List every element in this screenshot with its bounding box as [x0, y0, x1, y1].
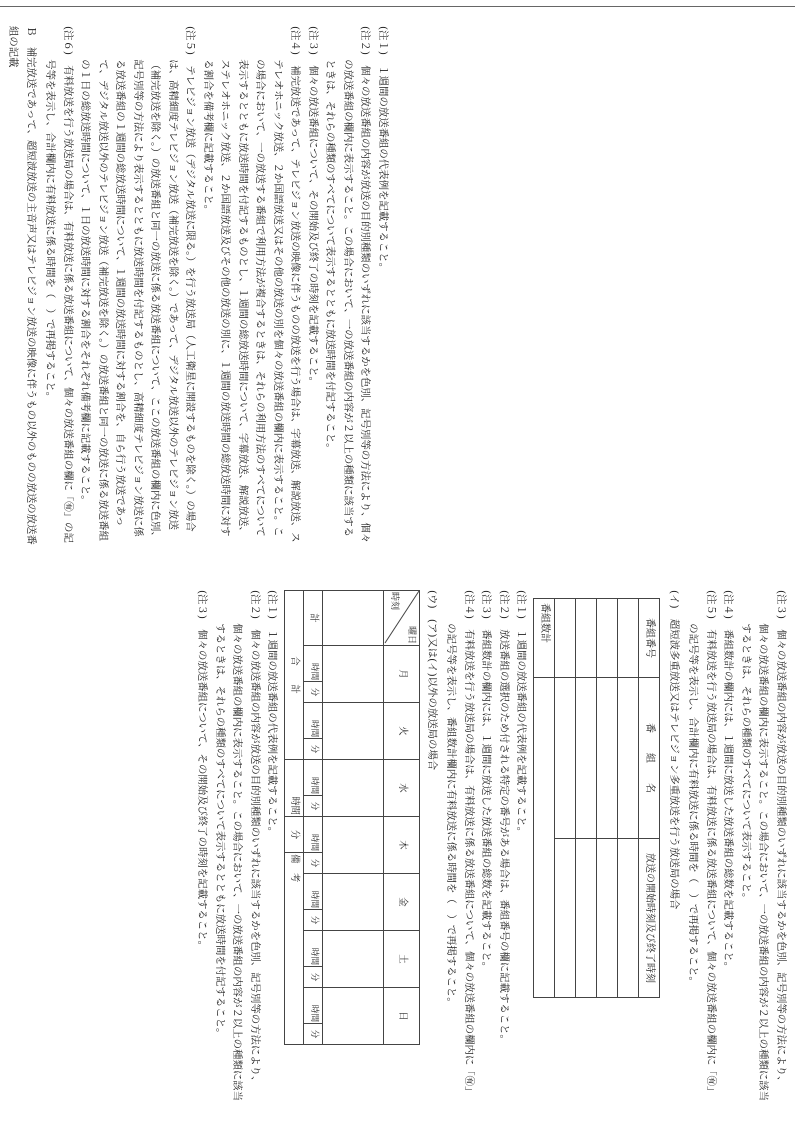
note-label: (注３)	[196, 590, 209, 619]
note-item	[495, 590, 513, 1105]
table-cell	[618, 839, 639, 998]
note-label: (注２)	[498, 590, 510, 619]
note-label: (注３)	[307, 26, 319, 55]
note-item	[199, 26, 304, 546]
total-min-unit: 分	[304, 796, 323, 817]
day-header-sun: 日	[384, 987, 420, 1044]
table-row	[618, 599, 639, 998]
day-header-mon: 月	[384, 646, 420, 703]
remarks-label: 備 考	[285, 853, 304, 1045]
schedule-cell	[323, 646, 384, 703]
note-item	[304, 26, 322, 546]
note-item	[263, 590, 281, 1105]
note-text: 個々の放送番組について、その開始及び終了の時刻を記載すること。	[196, 629, 209, 951]
note-text: １週間の放送番組の代表例を記載すること。	[266, 629, 279, 838]
total-min-unit: 分	[304, 682, 323, 703]
corner-time-label: 時刻	[389, 592, 399, 611]
grand-total-label: 合 計	[285, 591, 304, 760]
note-text: 有料放送を行う放送局の場合は、有料放送に係る放送番組について、個々の放送番組の欄内に「㊒」の記号等を表示し、番組数計欄内に有料放送に係る時間を（ ）で再掲すること。	[445, 623, 475, 1097]
note-text: 個々の放送番組の内容が放送の目的別種類のいずれに該当するかを色別、記号別等の方法により、個々の放送番組の欄内に表示すること。この場合において、一の放送番組の内容が２以上の種類に該当するときは、それらの種類のすべてについて表示すること。	[740, 623, 787, 1102]
total-hour-unit: 時間	[304, 702, 323, 738]
lower-mid-notes	[442, 590, 530, 1105]
note-text: 個々の放送番組の内容が放送の目的別種類のいずれに該当するかを色別、記号別等の方法により、個々の放送番組の欄内に表示すること。この場合において、一の放送番組の内容が２以上の種類に該当するときは、それらの種類のすべてについて表示するとともに放送時間を付記すること。	[324, 59, 372, 544]
table-cell	[555, 599, 576, 678]
schedule-cell	[323, 987, 384, 1044]
section-u-heading: (ウ) (ア)又は(イ)以外の放送局の場合	[426, 590, 438, 771]
col-program-name: 番 組 名	[639, 678, 660, 839]
schedule-cell	[323, 759, 384, 816]
upper-content	[0, 26, 391, 546]
note-item	[684, 590, 719, 1105]
upper-intro-notes	[41, 26, 391, 546]
note-text: テレビジョン放送（デジタル放送に限る。）を行う放送局（人工衛星に開設するものを除く。）の場合は、高精細度テレビジョン放送（補完放送を除く。）であって、デジタル放送以外のテレビジョン放送（補完放送を除く。）の放送番組と同一の放送に係る放送番組について、ここの放送番組の欄内に色別、記号別等の方法により表示するとともに放送時間を付記するものとし、高精細度テレビジョン放送に係る放送番組の１週間の総放送時間について、１週間の放送時間に対する割合を、自ら行う放送であって、デジタル放送以外のテレビジョン放送（補完放送を除く。）の放送番組と同一の放送に係る放送番組の１日の総放送時間について、１日の放送時間に対する割合をそれぞれ備考欄に記載すること。	[79, 59, 197, 542]
section-i-heading: (イ) 超短波多重放送又はテレビジョン多重放送を行う放送局の場合	[668, 590, 680, 910]
table-cell	[576, 678, 597, 839]
note-label: (注３)	[480, 590, 493, 619]
day-header-thu: 木	[384, 816, 420, 873]
note-item	[211, 590, 264, 1105]
lower-content	[193, 590, 789, 1105]
table-cell	[597, 678, 618, 839]
program-count-total: 番組数計	[534, 599, 555, 678]
grand-total-min: 分	[285, 816, 304, 852]
time-slot-cell	[323, 591, 384, 646]
note-item	[321, 26, 374, 546]
note-label: (注２)	[249, 590, 261, 619]
day-header-sat: 土	[384, 930, 420, 987]
total-hour-unit: 時間	[304, 759, 323, 795]
section-b-heading: Ｂ 補完放送であって、超短波放送の主音声又はテレビジョン放送の映像に伴うもの以外のものの放送の放送番組の記載	[7, 26, 37, 545]
total-min-unit: 分	[304, 1024, 323, 1045]
note-text: 補完放送であって、テレビジョン放送の映像に伴うものの放送を行う場合は、字幕放送、解説放送、ステレオホニック放送、２か国語放送又はその他の放送の別を個々の放送番組の欄内に表示すること。この場合において、一の放送する番組で利用方法が複合するときは、それらの利用方法のすべてについて表示するとともに放送時間を付記するものとし、１週間の総放送時間について、字幕放送、解説放送、ステレオホニック放送、２か国語放送及びその他の放送の別に、１週間の放送時間の総放送時間に対する割合を備考欄に記載すること。	[202, 59, 302, 543]
schedule-cell	[323, 930, 384, 987]
note-item	[41, 26, 76, 546]
note-text: 番組数計の欄内には、１週間に放送した放送番組の総数を記載すること。	[722, 629, 735, 973]
day-header-fri: 金	[384, 873, 420, 930]
total-min-unit: 分	[304, 853, 323, 874]
note-text: 有料放送を行う放送局の場合は、有料放送に係る放送番組について、個々の放送番組の欄内に「㊒」の記号等を表示し、合計欄内に有料放送に係る時間を（ ）で再掲すること。	[687, 623, 717, 1097]
note-item	[719, 590, 737, 1105]
schedule-cell	[323, 816, 384, 873]
table-cell	[576, 839, 597, 998]
note-label: (注１)	[515, 590, 528, 619]
program-count-cell	[534, 678, 555, 998]
grand-total-hour: 時間	[285, 759, 304, 816]
note-label: (注４)	[722, 590, 735, 619]
total-hour-unit: 時間	[304, 930, 323, 966]
note-item	[193, 590, 211, 1105]
note-item	[737, 590, 790, 1105]
note-item	[76, 26, 199, 546]
day-header-tue: 火	[384, 702, 420, 759]
note-label: (注４)	[289, 26, 302, 55]
note-label: (注５)	[184, 26, 197, 55]
lower-lead-notes	[684, 590, 789, 1105]
total-min-unit: 分	[304, 967, 323, 988]
note-label: (注３)	[775, 590, 787, 619]
total-hour-unit: 時間	[304, 816, 323, 852]
table-cell	[618, 599, 639, 678]
total-min-unit: 分	[304, 739, 323, 760]
note-label: (注６)	[62, 26, 74, 55]
schedule-total-row	[304, 591, 323, 1045]
note-label: (注４)	[463, 590, 475, 619]
lower-end-notes	[193, 590, 281, 1105]
day-header-wed: 水	[384, 759, 420, 816]
total-min-unit: 分	[304, 910, 323, 931]
table-cell	[618, 678, 639, 839]
total-label: 計	[304, 591, 323, 646]
schedule-cell	[323, 702, 384, 759]
note-text: 番組数計の欄内には、１週間に放送した放送番組の総数を記載すること。	[480, 629, 493, 973]
col-broadcast-time: 放送の開始時刻及び終了時刻	[639, 839, 660, 998]
day-time-corner	[384, 591, 420, 646]
weekly-schedule-table	[285, 590, 421, 1045]
total-hour-unit: 時間	[304, 873, 323, 909]
total-hour-unit: 時間	[304, 987, 323, 1023]
note-text: １週間の放送番組の代表例を記載すること。	[515, 629, 528, 838]
total-hour-unit: 時間	[304, 646, 323, 682]
table-row	[597, 599, 618, 998]
table-cell	[555, 678, 576, 839]
note-item	[512, 590, 530, 1105]
note-text: 放送番組の選択のため付される特定の番号がある場合は、番組番号の欄に記載すること。	[498, 629, 510, 1045]
note-label: (注５)	[705, 590, 717, 619]
table-cell	[597, 599, 618, 678]
note-label: (注２)	[359, 26, 372, 55]
table-row	[576, 599, 597, 998]
schedule-body-row	[323, 591, 384, 1045]
note-label: (注１)	[266, 590, 279, 619]
table-cell	[555, 839, 576, 998]
corner-day-label: 曜日	[406, 625, 417, 644]
note-item	[374, 26, 392, 546]
table-cell	[597, 839, 618, 998]
note-item	[442, 590, 477, 1105]
note-text: 個々の放送番組について、その開始及び終了の時刻を記載すること。	[307, 65, 319, 387]
note-item	[477, 590, 495, 1105]
note-label: (注１)	[377, 26, 389, 55]
note-text: １週間の放送番組の代表例を記載すること。	[377, 65, 389, 274]
table-cell	[576, 599, 597, 678]
note-text: 個々の放送番組の内容が放送の目的別種類のいずれに該当するかを色別、記号別等の方法により、個々の放送番組の欄内に表示すること。この場合において、一の放送番組の内容が２以上の種類に該当するときは、それらの種類のすべてについて表示するとともに放送時間を付記すること。	[214, 623, 261, 1102]
table-row	[555, 599, 576, 998]
grand-total-row	[285, 591, 304, 1045]
lower-program-table	[534, 598, 661, 998]
schedule-cell	[323, 873, 384, 930]
col-program-number: 番組番号	[639, 599, 660, 678]
note-text: 有料放送を行う放送局の場合は、有料放送に係る放送番組について、個々の放送番組の欄に「㊒」の記号等を表示し、合計欄内に有料放送に係る時間を（ ）で再掲すること。	[44, 59, 74, 543]
